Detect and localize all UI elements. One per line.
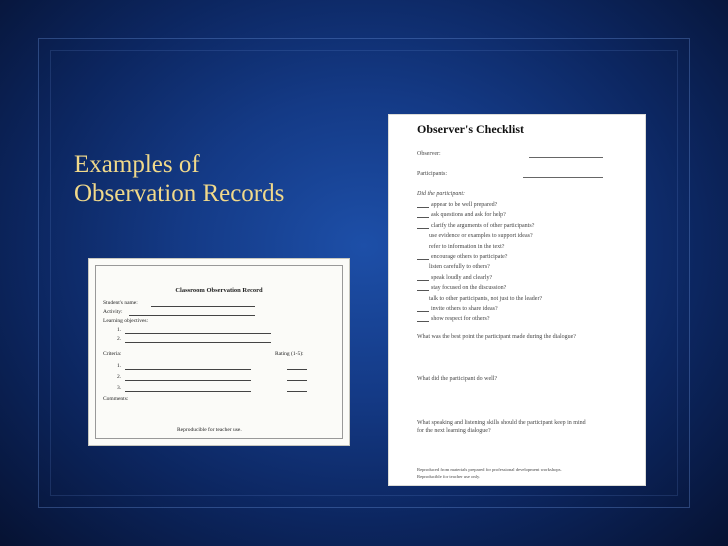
checklist-footer-2: Reproducible for teacher use only. — [417, 474, 481, 479]
checklist-blank — [417, 228, 429, 229]
checklist-item — [429, 264, 490, 270]
checklist-item — [429, 244, 504, 250]
rating-2-line — [287, 380, 307, 381]
checklist-item — [417, 306, 498, 312]
checklist-blank — [417, 280, 429, 281]
checklist-item — [429, 296, 542, 302]
checklist-item — [429, 233, 533, 239]
checklist-title: Observer's Checklist — [417, 122, 524, 136]
did-the-participant-label: Did the participant: — [417, 191, 465, 197]
objective-1-label: 1. — [117, 327, 122, 333]
checklist-item — [417, 275, 492, 281]
students-name-label: Student's name: — [103, 300, 138, 306]
criteria-label: Criteria: — [103, 351, 122, 357]
checklist-item-text: clarify the arguments of other participants? — [431, 222, 535, 229]
checklist-item-text: speak loudly and clearly? — [431, 274, 493, 281]
checklist-item-text: use evidence or examples to support ideas? — [429, 233, 533, 240]
students-name-line — [151, 306, 255, 307]
question-skills: What speaking and listening skills should the participant keep in mind — [417, 420, 586, 426]
criteria-2-label: 2. — [117, 374, 122, 380]
comments-label: Comments: — [103, 396, 129, 402]
checklist-item-text: refer to information in the text? — [429, 243, 505, 250]
objective-2-label: 2. — [117, 336, 122, 342]
activity-line — [129, 315, 255, 316]
slide-title — [74, 150, 354, 208]
objective-2-line — [125, 342, 271, 343]
checklist-footer-1: Reproduced from materials prepared for professional development workshops. — [417, 467, 562, 472]
checklist-blank — [417, 321, 429, 322]
criteria-3-label: 3. — [117, 385, 122, 391]
question-best-point: What was the best point the participant made during the dialogue? — [417, 334, 576, 340]
participants-line — [523, 177, 603, 178]
checklist-item-text: talk to other participants, not just to the leader? — [429, 295, 543, 302]
checklist-item — [417, 223, 534, 229]
slide-title-line-1: Examples of — [74, 151, 200, 178]
checklist-item — [417, 254, 507, 260]
checklist-item-text: stay focused on the discussion? — [431, 285, 507, 292]
checklist-item — [417, 202, 497, 208]
rating-label: Rating (1-5): — [275, 351, 304, 357]
checklist-item — [417, 285, 506, 291]
checklist-blank — [417, 290, 429, 291]
checklist-item-text: invite others to share ideas? — [431, 306, 498, 312]
observer-line — [529, 157, 603, 158]
criteria-3-line — [125, 391, 251, 392]
checklist-item-text: show respect for others? — [431, 316, 490, 323]
observers-checklist-image — [389, 115, 645, 485]
observer-label: Observer: — [417, 151, 441, 157]
record-footer: Reproducible for teacher use. — [177, 427, 242, 433]
criteria-2-line — [125, 380, 251, 381]
rating-1-line — [287, 369, 307, 370]
rating-3-line — [287, 391, 307, 392]
learning-objectives-label: Learning objectives: — [103, 318, 149, 324]
checklist-blank — [417, 311, 429, 312]
objective-1-line — [125, 333, 271, 334]
checklist-item-text: listen carefully to others? — [429, 264, 490, 271]
checklist-item-text: encourage others to participate? — [431, 254, 508, 260]
participants-label: Participants: — [417, 171, 447, 177]
checklist-item — [417, 316, 489, 322]
criteria-1-label: 1. — [117, 363, 122, 369]
question-skills-continued: for the next learning dialogue? — [417, 428, 491, 434]
checklist-item — [417, 212, 506, 218]
activity-label: Activity: — [103, 309, 123, 315]
question-did-well: What did the participant do well? — [417, 376, 498, 382]
checklist-blank — [417, 207, 429, 208]
checklist-item-text: appear to be well prepared? — [431, 202, 498, 208]
checklist-item-text: ask questions and ask for help? — [431, 212, 506, 219]
checklist-blank — [417, 217, 429, 218]
record-title: Classroom Observation Record — [175, 287, 263, 294]
slide-title-line-2: Observation Records — [74, 180, 285, 207]
checklist-blank — [417, 259, 429, 260]
classroom-observation-record-image — [88, 258, 350, 446]
criteria-1-line — [125, 369, 251, 370]
